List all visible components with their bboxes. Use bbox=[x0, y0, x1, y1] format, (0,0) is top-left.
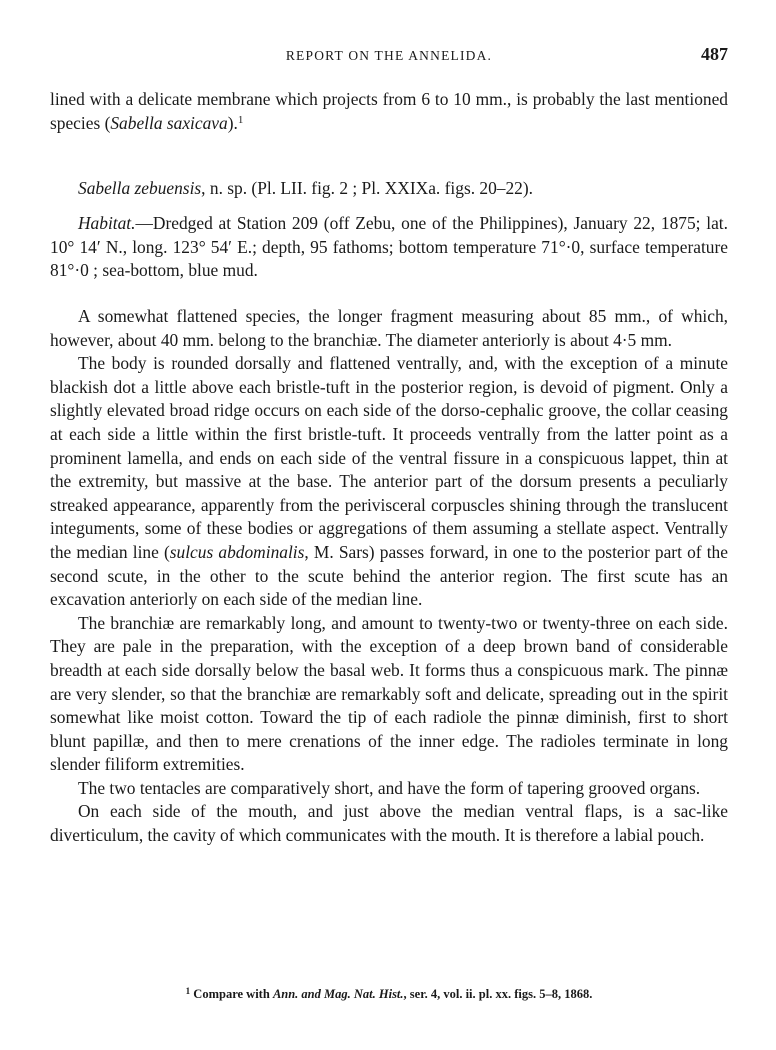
sulcus-abdominalis: sulcus abdominalis bbox=[169, 541, 305, 562]
page-header bbox=[50, 44, 728, 68]
paragraph-1: A somewhat flattened species, the longer fragment measuring about 85 mm., of which, however, about 40 mm. belong to the branchiæ. The diameter anteriorly is about 4·5 mm. bbox=[50, 306, 728, 350]
footnote-number: 1 bbox=[185, 986, 191, 996]
habitat-paragraph bbox=[50, 212, 728, 283]
species-plate-reference: , n. sp. (Pl. LII. fig. 2 ; Pl. XXIXa. figs. 20–22). bbox=[201, 178, 534, 198]
page-number: 487 bbox=[701, 44, 728, 64]
footnote-journal: Ann. and Mag. Nat. Hist. bbox=[272, 987, 404, 1001]
footnote: $^1$ Compare with Ann. and Mag. Nat. Hist., ser. 4, vol. ii. pl. xx. figs. 5–8, 1868. bbox=[185, 986, 593, 1001]
continuation-text: lined with a delicate membrane which projects from 6 to 10 mm., is probably the last mentioned species (Sabella saxicava).$^1$ bbox=[50, 89, 728, 133]
habitat-text: —Dredged at Station 209 (off Zebu, one of the Philippines), January 22, 1875; lat. 10° 14′ N., long. 123° 54′ E.; depth, 95 fathoms; bottom temperature 71°·0, surface temperature 81°·0 ; sea-bottom, blue mud. bbox=[50, 213, 728, 281]
paragraph-3: The branchiæ are remarkably long, and amount to twenty-two or twenty-three on each side. They are pale in the preparation, with the exception of a deep brown band of considerable breadth at each side dorsally below the basal web. It forms thus a conspicuous mark. The pinnæ are very slender, so that the branchiæ are remarkably soft and delicate, spreading out in the spirit somewhat like moist cotton. Toward the tip of each radiole the pinnæ diminish, first to short blunt papillæ, and then to mere crenations of the inner edge. The radioles terminate in long slender filiform extremities. bbox=[50, 612, 728, 775]
paragraph-5: On each side of the mouth, and just above the median ventral flaps, is a sac-like diverticulum, the cavity of which communicates with the mouth. It is therefore a labial pouch. bbox=[50, 801, 728, 846]
species-name-saxicava: Sabella saxicava bbox=[110, 112, 228, 133]
running-title: REPORT ON THE ANNELIDA. bbox=[285, 48, 493, 63]
paragraph-4: The two tentacles are comparatively short, and have the form of tapering grooved organs. bbox=[78, 777, 701, 798]
footnote-marker: 1 bbox=[237, 113, 244, 126]
species-name: Sabella zebuensis bbox=[78, 178, 202, 198]
continuation-paragraph bbox=[50, 88, 728, 135]
species-heading bbox=[50, 177, 728, 201]
description-body bbox=[50, 305, 728, 848]
habitat-label: Habitat. bbox=[78, 213, 136, 233]
paragraph-2: The body is rounded dorsally and flattened ventrally, and, with the exception of a minute blackish dot a little above each bristle-tuft in the posterior region, is devoid of pigment. Only a slightly elevated broad ridge occurs on each side of the dorso-cephalic groove, the collar ceasing at each side a little within the first bristle-tuft. It proceeds ventrally from the latter point as a prominent lamella, and ends on each side of the ventral fissure in a conspicuous lappet, thin at the extremity, but massive at the base. The anterior part of the dorsum presents a peculiarly streaked appearance, apparently from the perivisceral corpuscles shining through the translucent integuments, some of these bodies or aggregations of them assuming a stellate aspect. Ventrally the median line (sulcus abdominalis, M. Sars) passes forward, in one to the posterior part of the second scute, in the other to the scute behind the anterior region. The first scute has an excavation anteriorly on each side of the median line. bbox=[50, 353, 728, 610]
